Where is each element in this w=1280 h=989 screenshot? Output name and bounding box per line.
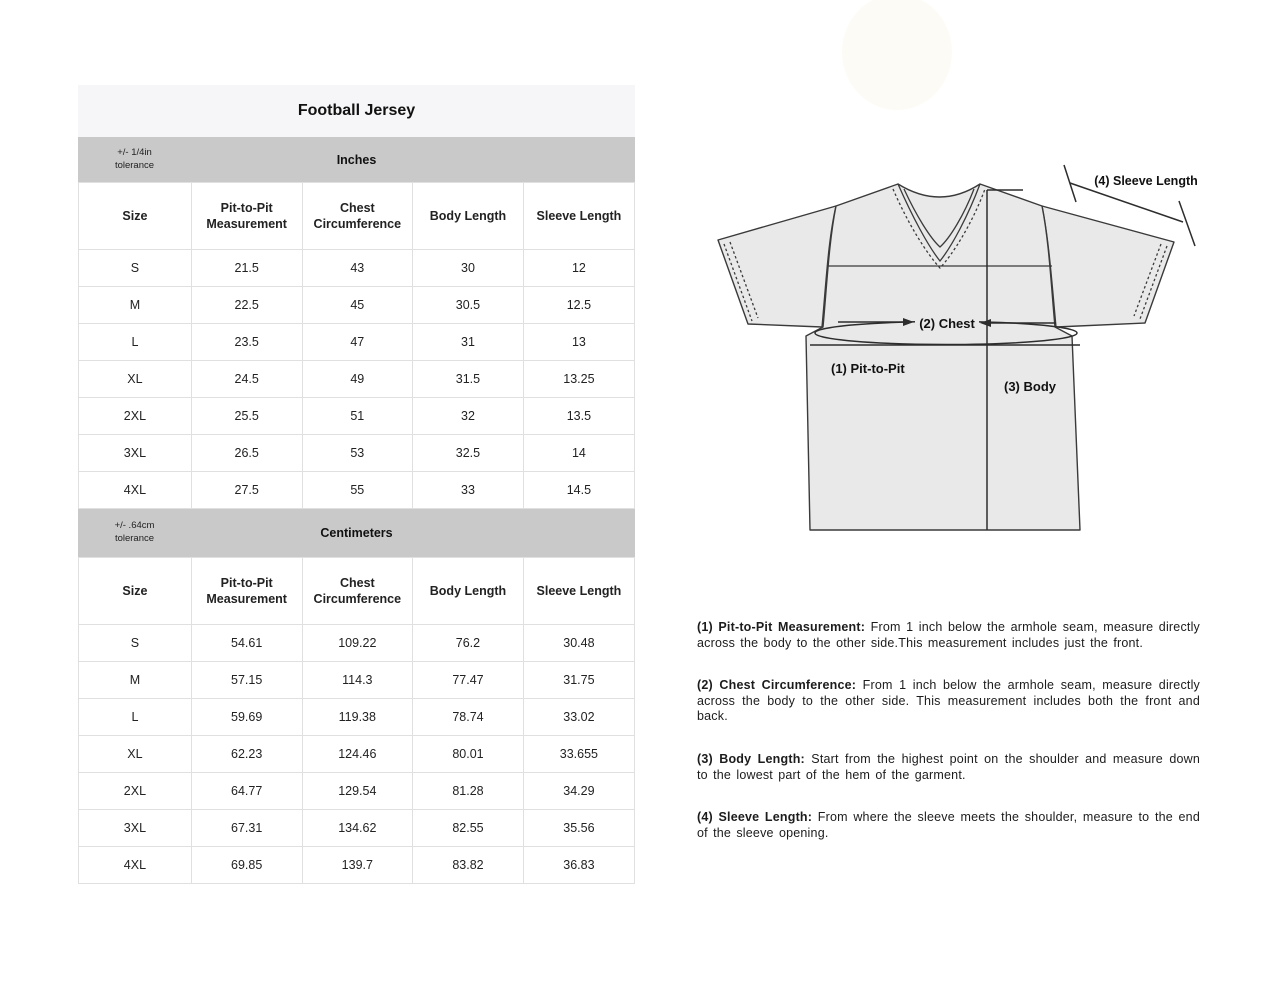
value-cell: 23.5 <box>191 324 302 361</box>
value-cell: 43 <box>302 250 413 287</box>
col-size: Size <box>79 558 192 625</box>
chart-title-bar <box>78 85 635 137</box>
value-cell: 33.655 <box>523 736 634 773</box>
value-cell: 13.25 <box>523 361 634 398</box>
value-cell: 36.83 <box>523 847 634 884</box>
chart-title: Football Jersey <box>297 102 416 119</box>
size-cell: 3XL <box>79 435 192 472</box>
size-cell: 4XL <box>79 847 192 884</box>
table-row <box>79 435 635 472</box>
table-row <box>79 736 635 773</box>
inches-tolerance: +/- 1/4in tolerance <box>114 146 155 171</box>
table-row <box>79 625 635 662</box>
col-chest: Chest Circumference <box>302 183 413 250</box>
value-cell: 26.5 <box>191 435 302 472</box>
value-cell: 77.47 <box>413 662 524 699</box>
label-pit-to-pit: (1) Pit-to-Pit <box>831 361 905 376</box>
value-cell: 129.54 <box>302 773 413 810</box>
value-cell: 30.5 <box>413 287 524 324</box>
table-row <box>79 847 635 884</box>
value-cell: 80.01 <box>413 736 524 773</box>
value-cell: 57.15 <box>191 662 302 699</box>
value-cell: 76.2 <box>413 625 524 662</box>
value-cell: 83.82 <box>413 847 524 884</box>
table-row <box>79 810 635 847</box>
note-pit-to-pit: (1) Pit-to-Pit Measurement: From 1 inch below the armhole seam, measure directly across the body to the other side.This measurement includes just the front. <box>697 620 1200 650</box>
value-cell: 30.48 <box>523 625 634 662</box>
col-pit-to-pit: Pit-to-Pit Measurement <box>191 183 302 250</box>
value-cell: 33.02 <box>523 699 634 736</box>
size-cell: XL <box>79 361 192 398</box>
label-chest: (2) Chest <box>919 316 975 331</box>
value-cell: 81.28 <box>413 773 524 810</box>
col-chest: Chest Circumference <box>302 558 413 625</box>
jersey-body <box>806 184 1080 530</box>
value-cell: 114.3 <box>302 662 413 699</box>
value-cell: 12 <box>523 250 634 287</box>
value-cell: 47 <box>302 324 413 361</box>
value-cell: 32.5 <box>413 435 524 472</box>
note-body: (3) Body Length: Start from the highest point on the shoulder and measure down to the lowest part of the hem of the garment. <box>697 751 1200 782</box>
inches-table <box>78 182 635 509</box>
sleeve-measure-tick <box>1064 165 1076 202</box>
value-cell: 31.75 <box>523 662 634 699</box>
value-cell: 13 <box>523 324 634 361</box>
col-sleeve: Sleeve Length <box>523 558 634 625</box>
inches-section-bar <box>78 137 635 182</box>
value-cell: 59.69 <box>191 699 302 736</box>
table-row <box>79 398 635 435</box>
table-row <box>79 773 635 810</box>
note-chest: (2) Chest Circumference: From 1 inch below the armhole seam, measure directly across the body to the other side. This measurement includes both the front and back. <box>697 678 1200 724</box>
measurement-notes <box>697 620 1200 868</box>
centimeters-table <box>78 557 635 884</box>
value-cell: 13.5 <box>523 398 634 435</box>
value-cell: 134.62 <box>302 810 413 847</box>
value-cell: 32 <box>413 398 524 435</box>
left-sleeve <box>718 206 836 327</box>
header-row <box>79 558 635 625</box>
size-cell: 2XL <box>79 398 192 435</box>
label-body: (3) Body <box>1004 379 1056 394</box>
value-cell: 55 <box>302 472 413 509</box>
value-cell: 27.5 <box>191 472 302 509</box>
value-cell: 82.55 <box>413 810 524 847</box>
size-cell: L <box>79 324 192 361</box>
sleeve-measure-tick <box>1179 201 1195 246</box>
value-cell: 34.29 <box>523 773 634 810</box>
watermark-circle <box>842 0 952 110</box>
jersey-diagram <box>690 140 1230 580</box>
note-sleeve: (4) Sleeve Length: From where the sleeve meets the shoulder, measure to the end of the sleeve opening. <box>697 810 1200 840</box>
size-cell: 2XL <box>79 773 192 810</box>
centimeters-section-bar <box>78 509 635 557</box>
value-cell: 51 <box>302 398 413 435</box>
header-row <box>79 183 635 250</box>
col-body: Body Length <box>413 558 524 625</box>
value-cell: 67.31 <box>191 810 302 847</box>
value-cell: 14 <box>523 435 634 472</box>
col-body: Body Length <box>413 183 524 250</box>
value-cell: 62.23 <box>191 736 302 773</box>
size-cell: 4XL <box>79 472 192 509</box>
table-row <box>79 287 635 324</box>
size-cell: M <box>79 662 192 699</box>
value-cell: 69.85 <box>191 847 302 884</box>
value-cell: 54.61 <box>191 625 302 662</box>
value-cell: 24.5 <box>191 361 302 398</box>
size-chart <box>78 85 635 884</box>
table-row <box>79 324 635 361</box>
inches-label: Inches <box>336 152 377 167</box>
size-cell: XL <box>79 736 192 773</box>
value-cell: 124.46 <box>302 736 413 773</box>
size-cell: M <box>79 287 192 324</box>
size-cell: S <box>79 250 192 287</box>
value-cell: 25.5 <box>191 398 302 435</box>
col-sleeve: Sleeve Length <box>523 183 634 250</box>
size-cell: L <box>79 699 192 736</box>
value-cell: 64.77 <box>191 773 302 810</box>
value-cell: 33 <box>413 472 524 509</box>
value-cell: 22.5 <box>191 287 302 324</box>
value-cell: 21.5 <box>191 250 302 287</box>
value-cell: 78.74 <box>413 699 524 736</box>
value-cell: 14.5 <box>523 472 634 509</box>
value-cell: 31 <box>413 324 524 361</box>
table-row <box>79 662 635 699</box>
value-cell: 119.38 <box>302 699 413 736</box>
col-pit-to-pit: Pit-to-Pit Measurement <box>191 558 302 625</box>
size-cell: 3XL <box>79 810 192 847</box>
value-cell: 35.56 <box>523 810 634 847</box>
value-cell: 53 <box>302 435 413 472</box>
table-row <box>79 472 635 509</box>
table-row <box>79 699 635 736</box>
value-cell: 12.5 <box>523 287 634 324</box>
value-cell: 45 <box>302 287 413 324</box>
centimeters-label: Centimeters <box>320 526 393 540</box>
centimeters-tolerance: +/- .64cm tolerance <box>114 520 155 544</box>
value-cell: 30 <box>413 250 524 287</box>
table-row <box>79 250 635 287</box>
table-row <box>79 361 635 398</box>
col-size: Size <box>79 183 192 250</box>
label-sleeve-length: (4) Sleeve Length <box>1094 174 1198 188</box>
value-cell: 109.22 <box>302 625 413 662</box>
sleeve-measure-line <box>1070 183 1183 222</box>
value-cell: 139.7 <box>302 847 413 884</box>
value-cell: 49 <box>302 361 413 398</box>
value-cell: 31.5 <box>413 361 524 398</box>
size-cell: S <box>79 625 192 662</box>
right-sleeve <box>1042 206 1174 327</box>
